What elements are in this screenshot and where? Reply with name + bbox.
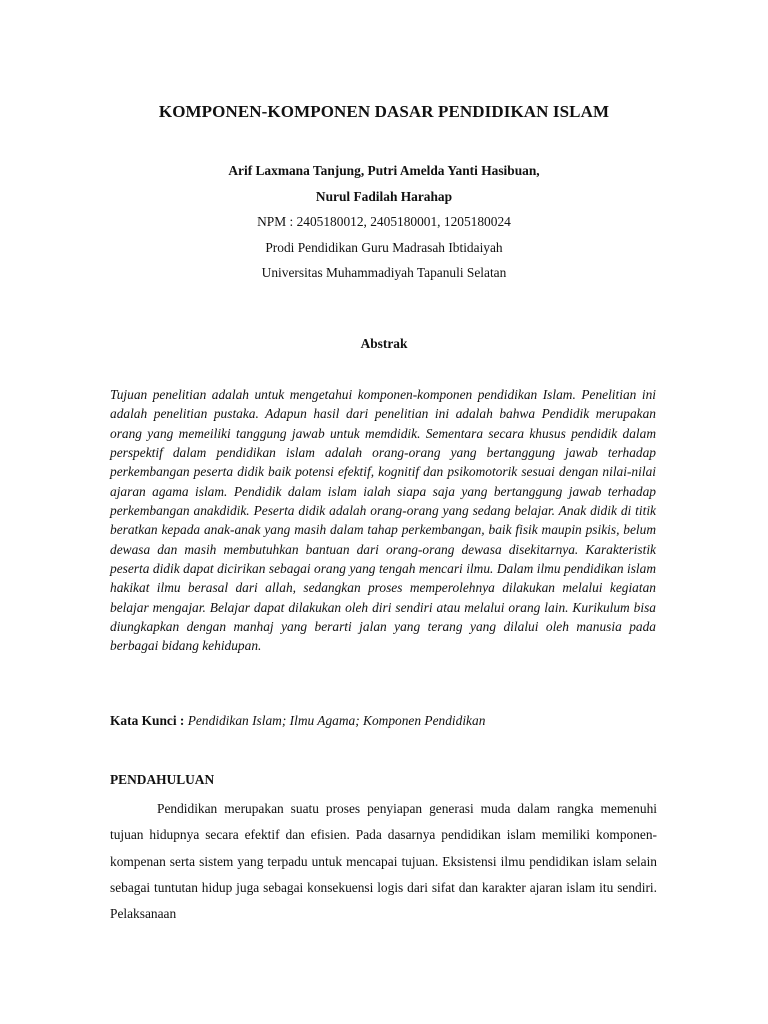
abstract-text: Tujuan penelitian adalah untuk mengetahui komponen-komponen pendidikan Islam. Penelitian ini adalah penelitian pustaka. Adapun hasil dari penelitian ini adalah bahwa Pendidik merupakan orang yang memeiliki tanggung jawab untuk memdidik. Sementara secara khusus pendidik dalam perspektif dalam pendidikan islam adalah orang-orang yang bertanggung jawab terhadap perkembangan peserta didik baik potensi efektif, kognitif dan psikomotorik sesuai dengan nilai-nilai ajaran agama islam. Pendidik dalam islam ialah siapa saja yang bertanggung jawab terhadap perkembangan anakdidik. Peserta didik adalah orang-orang yang sedang belajar. Anak didik di titik beratkan kepada anak-anak yang masih dalam tahap perkembangan, baik fisik maupin psikis, belum dewasa dan masih membutuhkan bantuan dari orang-orang dewasa disekitarnya. Karakteristik peserta didik dapat dicirikan sebagai orang yang tengah mencari ilmu. Dalam ilmu pendidikan islam hakikat ilmu berasal dari allah, sedangkan proses memperolehnya dilakukan melalui kegiatan belajar mengajar. Belajar dapat dilakukan oleh diri sendiri atau melalui orang lain. Kurikulum bisa diungkapkan dengan manhaj yang berarti jalan yang terang yang dilalui oleh manusia pada berbagai bidang kehidupan. bbox=[110, 387, 656, 654]
authors-line-2: Nurul Fadilah Harahap bbox=[315, 188, 453, 204]
university-name: Universitas Muhammadiyah Tapanuli Selatan bbox=[261, 265, 507, 280]
section-heading-introduction: PENDAHULUAN bbox=[110, 772, 215, 787]
study-program: Prodi Pendidikan Guru Madrasah Ibtidaiyah bbox=[265, 239, 503, 255]
student-id-numbers: NPM : 2405180012, 2405180001, 1205180024 bbox=[257, 214, 511, 229]
authors-line-1: Arif Laxmana Tanjung, Putri Amelda Yanti Hasibuan, bbox=[228, 163, 540, 178]
paper-title: KOMPONEN-KOMPONEN DASAR PENDIDIKAN ISLAM bbox=[158, 102, 610, 121]
introduction-paragraph: Pendidikan merupakan suatu proses penyiapan generasi muda dalam rangka memenuhi tujuan hidupnya secara efektif dan efisien. Pada dasarnya pendidikan islam memiliki komponen-kompenan serta sistem yang terpadu untuk mencapai tujuan. Eksistensi ilmu pendidikan islam selain sebagai tuntutan hidup juga sebagai konsekuensi logis dari sifat dan karakter ajaran islam itu sendiri. Pelaksanaan bbox=[110, 801, 657, 922]
abstract-heading: Abstrak bbox=[360, 336, 408, 351]
keywords-label: Kata Kunci : bbox=[110, 713, 185, 728]
keywords-value: Pendidikan Islam; Ilmu Agama; Komponen Pendidikan bbox=[184, 713, 486, 728]
keywords-line bbox=[110, 713, 656, 729]
author-block bbox=[0, 158, 768, 286]
